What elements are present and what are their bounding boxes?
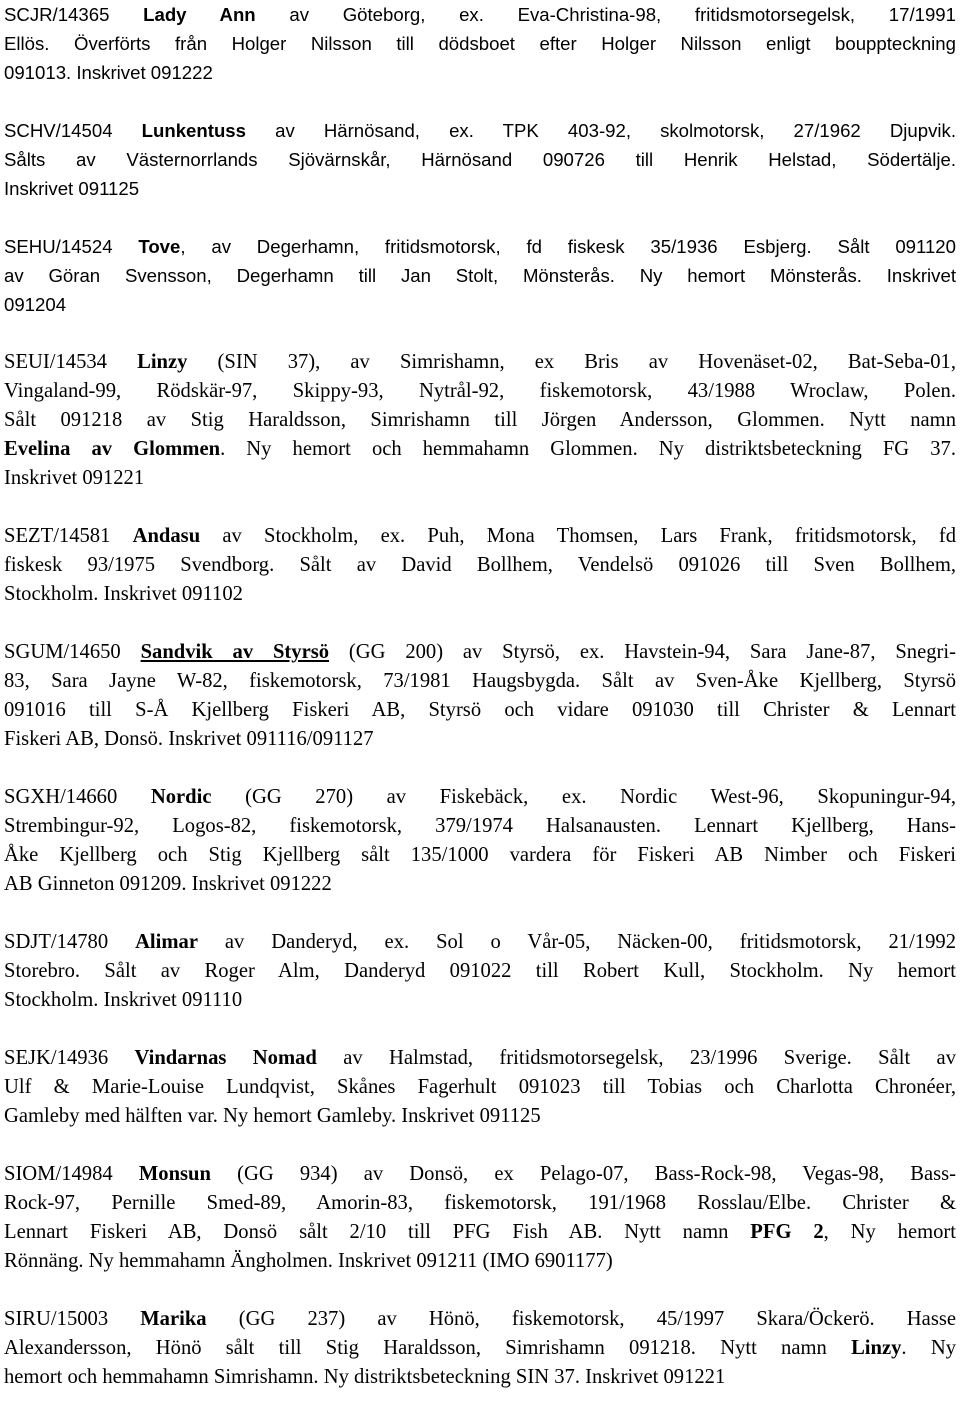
entry-text: Alexandersson, Hönö sålt till Stig Haraldsson, Simrishamn 091218. Nytt namn xyxy=(4,1337,852,1359)
entry-text: (GG 200) av Styrsö, ex. Havstein-94, Sara Jane-87, Snegri- xyxy=(329,641,956,663)
registry-entry xyxy=(4,0,956,87)
entry-line xyxy=(4,812,956,841)
entry-line xyxy=(4,1189,956,1218)
entry-line xyxy=(4,0,956,29)
registry-entry xyxy=(4,116,956,203)
entry-text: 83, Sara Jayne W-82, fiskemotorsk, 73/1981 Haugsbygda. Sålt av Sven-Åke Kjellberg, Styrsö xyxy=(4,670,956,692)
registry-entry xyxy=(4,232,956,319)
vessel-name: Tove xyxy=(138,236,181,257)
entry-line xyxy=(4,116,956,145)
entry-text: Åke Kjellberg och Stig Kjellberg sålt 135/1000 vardera för Fiskeri AB Nimber och Fiskeri xyxy=(4,844,956,866)
registry-entry xyxy=(4,928,956,1015)
registry-entry xyxy=(4,522,956,609)
entry-line xyxy=(4,145,956,174)
entry-text: (SIN 37), av Simrishamn, ex Bris av Hovenäset-02, Bat-Seba-01, xyxy=(187,351,956,373)
entry-text: 091204 xyxy=(4,294,67,315)
entry-line xyxy=(4,174,956,203)
entry-line xyxy=(4,841,956,870)
entry-line xyxy=(4,232,956,261)
entry-text: Gamleby med hälften var. Ny hemort Gamleby. Inskrivet 091125 xyxy=(4,1105,541,1127)
vessel-name: PFG 2 xyxy=(750,1221,824,1243)
entry-text: SCHV/14504 xyxy=(4,120,142,141)
vessel-name: Linzy xyxy=(851,1337,902,1359)
registry-entry xyxy=(4,1305,956,1392)
entry-line xyxy=(4,638,956,667)
document-page xyxy=(4,0,956,1421)
entry-text: AB Ginneton 091209. Inskrivet 091222 xyxy=(4,873,332,895)
entry-line xyxy=(4,1218,956,1247)
entry-text: av Göran Svensson, Degerhamn till Jan Stolt, Mönsterås. Ny hemort Mönsterås. Inskrivet xyxy=(4,265,956,286)
vessel-name: Vindarnas Nomad xyxy=(134,1047,317,1069)
entry-line xyxy=(4,1305,956,1334)
entry-text: Ulf & Marie-Louise Lundqvist, Skånes Fagerhult 091023 till Tobias och Charlotta Chronéer, xyxy=(4,1076,956,1098)
entry-text: SEJK/14936 xyxy=(4,1047,135,1069)
entry-line xyxy=(4,957,956,986)
entry-line xyxy=(4,870,956,899)
entry-text: SIRU/15003 xyxy=(4,1308,141,1330)
entry-text: SGUM/14650 xyxy=(4,641,141,663)
entry-text: Rönnäng. Ny hemmahamn Ängholmen. Inskrivet 091211 (IMO 6901177) xyxy=(4,1250,613,1272)
entry-line xyxy=(4,58,956,87)
registry-entry xyxy=(4,348,956,493)
vessel-name: Lunkentuss xyxy=(141,120,246,141)
entry-text: (GG 237) av Hönö, fiskemotorsk, 45/1997 Skara/Öckerö. Hasse xyxy=(206,1308,956,1330)
vessel-name: Alimar xyxy=(135,931,198,953)
entry-text: Storebro. Sålt av Roger Alm, Danderyd 091022 till Robert Kull, Stockholm. Ny hemort xyxy=(4,960,956,982)
entry-line xyxy=(4,551,956,580)
entry-text: SDJT/14780 xyxy=(4,931,136,953)
entry-line xyxy=(4,290,956,319)
entry-line xyxy=(4,406,956,435)
entry-line xyxy=(4,1044,956,1073)
entry-line xyxy=(4,986,956,1015)
entry-text: 091013. Inskrivet 091222 xyxy=(4,62,213,83)
entry-text: Sålt 091218 av Stig Haraldsson, Simrishamn till Jörgen Andersson, Glommen. Nytt namn xyxy=(4,409,956,431)
entry-line xyxy=(4,435,956,464)
entry-text: Ellös. Överförts från Holger Nilsson till dödsboet efter Holger Nilsson enligt bouppteckning xyxy=(4,33,956,54)
entry-text: . Ny xyxy=(901,1337,956,1359)
entry-line xyxy=(4,29,956,58)
entry-text: hemort och hemmahamn Simrishamn. Ny distriktsbeteckning SIN 37. Inskrivet 091221 xyxy=(4,1366,726,1388)
entry-line xyxy=(4,1334,956,1363)
entry-line xyxy=(4,580,956,609)
entry-text: Vingaland-99, Rödskär-97, Skippy-93, Nytrål-92, fiskemotorsk, 43/1988 Wroclaw, Polen. xyxy=(4,380,956,402)
entry-text: . Ny hemort och hemmahamn Glommen. Ny distriktsbeteckning FG 37. xyxy=(220,438,956,460)
entry-line xyxy=(4,725,956,754)
entry-text: Inskrivet 091125 xyxy=(4,178,140,199)
entry-text: Rock-97, Pernille Smed-89, Amorin-83, fiskemotorsk, 191/1968 Rosslau/Elbe. Christer & xyxy=(4,1192,956,1214)
entry-line xyxy=(4,348,956,377)
entry-text: fiskesk 93/1975 Svendborg. Sålt av David Bollhem, Vendelsö 091026 till Sven Bollhem, xyxy=(4,554,956,576)
entry-text: Lennart Fiskeri AB, Donsö sålt 2/10 till PFG Fish AB. Nytt namn xyxy=(4,1221,751,1243)
entry-text: Inskrivet 091221 xyxy=(4,467,145,489)
registry-entry xyxy=(4,1044,956,1131)
entry-text: Sålts av Västernorrlands Sjövärnskår, Härnösand 090726 till Henrik Helstad, Södertälje. xyxy=(4,149,956,170)
entry-text: SGXH/14660 xyxy=(4,786,151,808)
entry-line xyxy=(4,1363,956,1392)
vessel-name: Lady Ann xyxy=(143,4,256,25)
entry-text: SEUI/14534 xyxy=(4,351,138,373)
entry-text: SCJR/14365 xyxy=(4,4,144,25)
registry-entry xyxy=(4,1160,956,1276)
entry-line xyxy=(4,377,956,406)
registry-entry xyxy=(4,783,956,899)
entry-line xyxy=(4,261,956,290)
entry-text: Stockholm. Inskrivet 091110 xyxy=(4,989,243,1011)
vessel-name: Monsun xyxy=(138,1163,211,1185)
registry-entry xyxy=(4,638,956,754)
entry-text: 091016 till S-Å Kjellberg Fiskeri AB, Styrsö och vidare 091030 till Christer & Lennart xyxy=(4,699,956,721)
entry-line xyxy=(4,464,956,493)
vessel-name: Nordic xyxy=(150,786,212,808)
entry-text: Strembingur-92, Logos-82, fiskemotorsk, 379/1974 Halsanausten. Lennart Kjellberg, Hans- xyxy=(4,815,956,837)
entry-text: Fiskeri AB, Donsö. Inskrivet 091116/091127 xyxy=(4,728,374,750)
vessel-name: Linzy xyxy=(137,351,188,373)
entry-text: SEZT/14581 xyxy=(4,525,133,547)
vessel-name: Evelina av Glommen xyxy=(4,438,221,460)
entry-text: av Danderyd, ex. Sol o Vår-05, Näcken-00, fritidsmotorsk, 21/1992 xyxy=(197,931,956,953)
entry-line xyxy=(4,522,956,551)
vessel-name: Marika xyxy=(140,1308,207,1330)
entry-text: , Ny hemort xyxy=(823,1221,957,1243)
entry-text: SEHU/14524 xyxy=(4,236,139,257)
entry-line xyxy=(4,667,956,696)
entry-line xyxy=(4,1247,956,1276)
entry-text: (GG 934) av Donsö, ex Pelago-07, Bass-Rock-98, Vegas-98, Bass- xyxy=(210,1163,956,1185)
entry-line xyxy=(4,1102,956,1131)
entry-text: , av Degerhamn, fritidsmotorsk, fd fiskesk 35/1936 Esbjerg. Sålt 091120 xyxy=(180,236,956,257)
entry-text: av Halmstad, fritidsmotorsegelsk, 23/1996 Sverige. Sålt av xyxy=(316,1047,956,1069)
entry-line xyxy=(4,783,956,812)
entry-line xyxy=(4,1160,956,1189)
entry-line xyxy=(4,928,956,957)
vessel-name: Sandvik av Styrsö xyxy=(140,641,330,663)
vessel-name-bold xyxy=(141,641,329,663)
entry-line xyxy=(4,1073,956,1102)
entry-text: Stockholm. Inskrivet 091102 xyxy=(4,583,243,605)
vessel-name: Andasu xyxy=(132,525,201,547)
entry-text: av Stockholm, ex. Puh, Mona Thomsen, Lars Frank, fritidsmotorsk, fd xyxy=(200,525,957,547)
entry-text: (GG 270) av Fiskebäck, ex. Nordic West-96, Skopuningur-94, xyxy=(211,786,956,808)
entry-line xyxy=(4,696,956,725)
entry-text: av Göteborg, ex. Eva-Christina-98, fritidsmotorsegelsk, 17/1991 xyxy=(255,4,956,25)
entry-text: SIOM/14984 xyxy=(4,1163,139,1185)
entry-text: av Härnösand, ex. TPK 403-92, skolmotorsk, 27/1962 Djupvik. xyxy=(246,120,956,141)
